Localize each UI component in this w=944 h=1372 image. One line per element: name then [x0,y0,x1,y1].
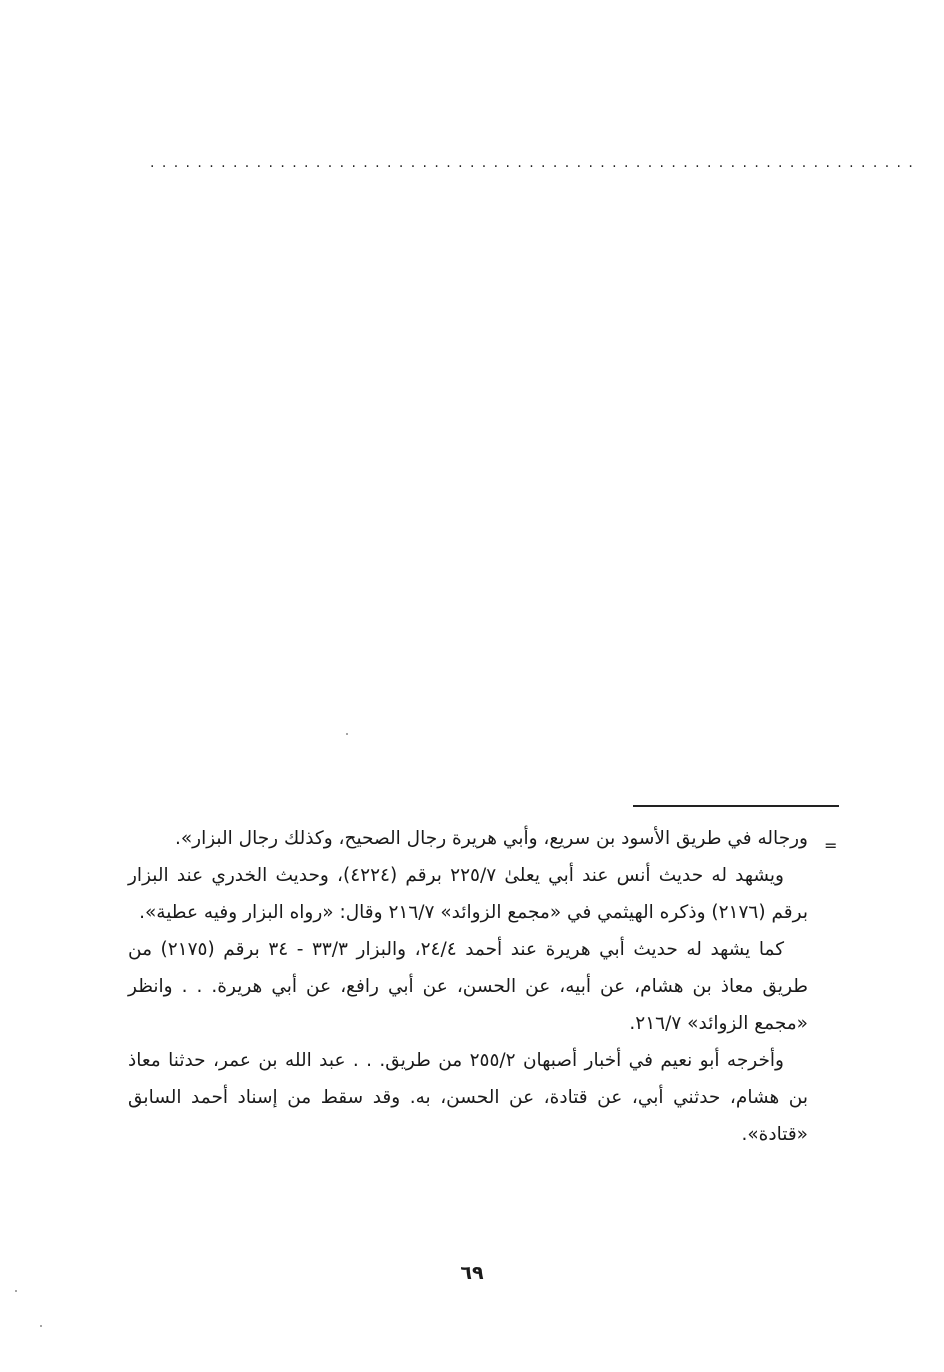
footnote-rule [633,805,839,807]
footnote-paragraph: كما يشهد له حديث أبي هريرة عند أحمد ٢٤/٤، والبزار ٣٣/٣ - ٣٤ برقم (٢١٧٥) من طريق معاذ بن هشام، عن أبيه، عن الحسن، عن أبي رافع، عن أبي هريرة. . . وانظر «مجمع الزوائد» ٢١٦/٧. [128,939,808,1034]
footnote-paragraph: ويشهد له حديث أنس عند أبي يعلىٰ ٢٢٥/٧ برقم (٤٢٢٤)، وحديث الخدري عند البزار برقم (٢١٧٦) وذكره الهيثمي في «مجمع الزوائد» ٢١٦/٧ وقال: «رواه البزار وفيه عطية». [128,865,808,923]
footnote-body [128,820,808,1153]
footnote-paragraph: ورجاله في طريق الأسود بن سريع، وأبي هريرة رجال الصحيح، وكذلك رجال البزار». [174,828,808,849]
dotted-separator: ................................................................. [150,155,921,171]
stray-dot [346,733,348,735]
footnote-paragraph: وأخرجه أبو نعيم في أخبار أصبهان ٢٥٥/٢ من طريق. . . عبد الله بن عمر، حدثنا معاذ بن هشام، حدثني أبي، عن قتادة، عن الحسن، به. وقد سقط من إسناد أحمد السابق «قتادة». [128,1050,808,1145]
page-number: ٦٩ [460,1262,484,1284]
stray-dot [15,1290,17,1292]
stray-dot [40,1325,42,1327]
continuation-mark: = [824,836,838,855]
